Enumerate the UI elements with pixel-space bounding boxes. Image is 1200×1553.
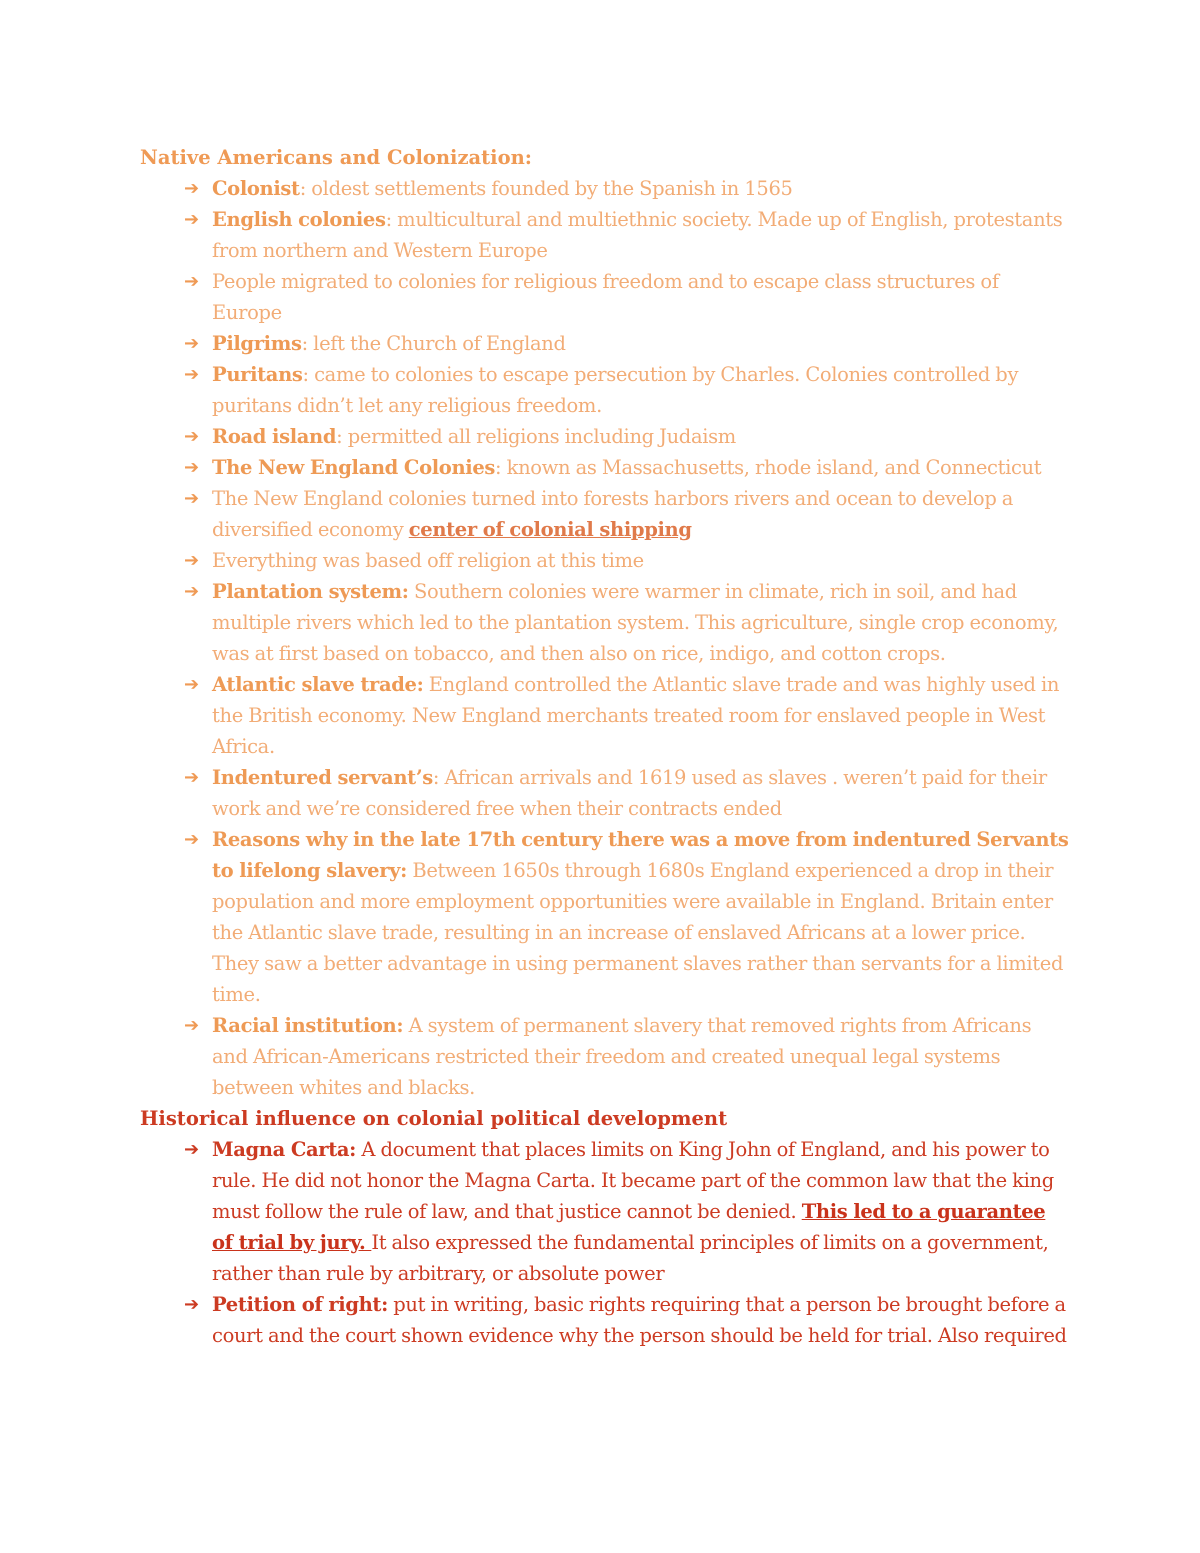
item-text: : left the Church of England	[301, 332, 566, 355]
arrow-bullet-icon: ➔	[184, 209, 199, 230]
arrow-bullet-icon: ➔	[184, 550, 199, 571]
arrow-bullet-icon: ➔	[184, 767, 199, 788]
arrow-bullet-icon: ➔	[184, 178, 199, 199]
list-item	[140, 328, 1070, 359]
document-page	[140, 142, 1070, 1351]
list-item	[140, 669, 1070, 762]
item-term: English colonies	[212, 208, 386, 231]
list-item	[140, 421, 1070, 452]
list-item	[140, 483, 1070, 545]
list-item	[140, 452, 1070, 483]
arrow-bullet-icon: ➔	[184, 1015, 199, 1036]
item-term: Colonist	[212, 177, 300, 200]
list-item	[140, 266, 1070, 328]
item-term: Petition of right:	[212, 1293, 388, 1316]
item-text: : oldest settlements founded by the Spanish in 1565	[299, 177, 793, 200]
list-item	[140, 824, 1070, 1010]
item-text: England controlled the Atlantic slave trade and was highly used in the British economy. New England merchants treated room for enslaved people in West Africa.	[212, 673, 1060, 758]
item-term: Puritans	[212, 363, 303, 386]
section-heading: Native Americans and Colonization:	[140, 146, 532, 169]
list-item	[140, 1010, 1070, 1103]
item-text: The New England colonies turned into forests harbors rivers and ocean to develop a diversified economy	[212, 487, 1014, 541]
arrow-bullet-icon: ➔	[184, 1139, 199, 1160]
list-item	[140, 359, 1070, 421]
arrow-bullet-icon: ➔	[184, 1294, 199, 1315]
item-text-after: It also expressed the fundamental principles of limits on a government, rather than rule by arbitrary, or absolute power	[212, 1231, 1049, 1285]
item-text: : known as Massachusetts, rhode island, and Connecticut	[495, 456, 1042, 479]
list-item	[140, 545, 1070, 576]
item-text: Everything was based off religion at this time	[212, 549, 644, 572]
list-item	[140, 204, 1070, 266]
item-term: Plantation system:	[212, 580, 409, 603]
list-item	[140, 576, 1070, 669]
item-text: put in writing, basic rights requiring that a person be brought before a court and the court shown evidence why the person should be held for trial. Also required	[212, 1293, 1067, 1347]
section-political-development	[140, 1103, 1070, 1351]
item-text: Between 1650s through 1680s England experienced a drop in their population and more employment opportunities were available in England. Britain enter the Atlantic slave trade, resulting in an increase of enslaved Africans at a lower price. They saw a better advantage in using permanent slaves rather than servants for a limited time.	[212, 859, 1064, 1006]
item-term: Atlantic slave trade:	[212, 673, 424, 696]
list-item	[140, 762, 1070, 824]
item-term: Indentured servant’s	[212, 766, 433, 789]
bullet-list	[140, 1134, 1070, 1351]
item-text: : multicultural and multiethnic society. Made up of English, protestants from northern and Western Europe	[212, 208, 1063, 262]
underlined-emphasis: center of colonial shipping	[408, 518, 692, 541]
item-text: Southern colonies were warmer in climate, rich in soil, and had multiple rivers which led to the plantation system. This agriculture, single crop economy, was at first based on tobacco, and then also on rice, indigo, and cotton crops.	[212, 580, 1059, 665]
item-term: Racial institution:	[212, 1014, 404, 1037]
arrow-bullet-icon: ➔	[184, 364, 199, 385]
section-heading: Historical influence on colonial political development	[140, 1107, 728, 1130]
arrow-bullet-icon: ➔	[184, 829, 199, 850]
item-text: People migrated to colonies for religious freedom and to escape class structures of Europe	[212, 270, 999, 324]
list-item	[140, 173, 1070, 204]
arrow-bullet-icon: ➔	[184, 333, 199, 354]
arrow-bullet-icon: ➔	[184, 426, 199, 447]
list-item	[140, 1289, 1070, 1351]
item-text: : permitted all religions including Judaism	[336, 425, 736, 448]
item-text: A document that places limits on King John of England, and his power to rule. He did not honor the Magna Carta. It became part of the common law that the king must follow the rule of law, and that justice cannot be denied.	[212, 1138, 1054, 1223]
bullet-list	[140, 173, 1070, 1103]
arrow-bullet-icon: ➔	[184, 488, 199, 509]
item-term: Road island	[212, 425, 337, 448]
underlined-emphasis: This led to a guarantee of trial by jury.	[212, 1200, 1046, 1254]
item-text: : African arrivals and 1619 used as slaves . weren’t paid for their work and we’re considered free when their contracts ended	[212, 766, 1047, 820]
item-term: Magna Carta:	[212, 1138, 357, 1161]
arrow-bullet-icon: ➔	[184, 457, 199, 478]
arrow-bullet-icon: ➔	[184, 271, 199, 292]
arrow-bullet-icon: ➔	[184, 581, 199, 602]
item-text: A system of permanent slavery that removed rights from Africans and African-Americans restricted their freedom and created unequal legal systems between whites and blacks.	[212, 1014, 1032, 1099]
arrow-bullet-icon: ➔	[184, 674, 199, 695]
section-native-americans	[140, 142, 1070, 1103]
item-text: : came to colonies to escape persecution by Charles. Colonies controlled by puritans didn’t let any religious freedom.	[212, 363, 1019, 417]
list-item	[140, 1134, 1070, 1289]
item-term: The New England Colonies	[212, 456, 496, 479]
item-term: Pilgrims	[212, 332, 302, 355]
item-term: Reasons why in the late 17th century there was a move from indentured Servants to lifelong slavery:	[212, 828, 1069, 882]
